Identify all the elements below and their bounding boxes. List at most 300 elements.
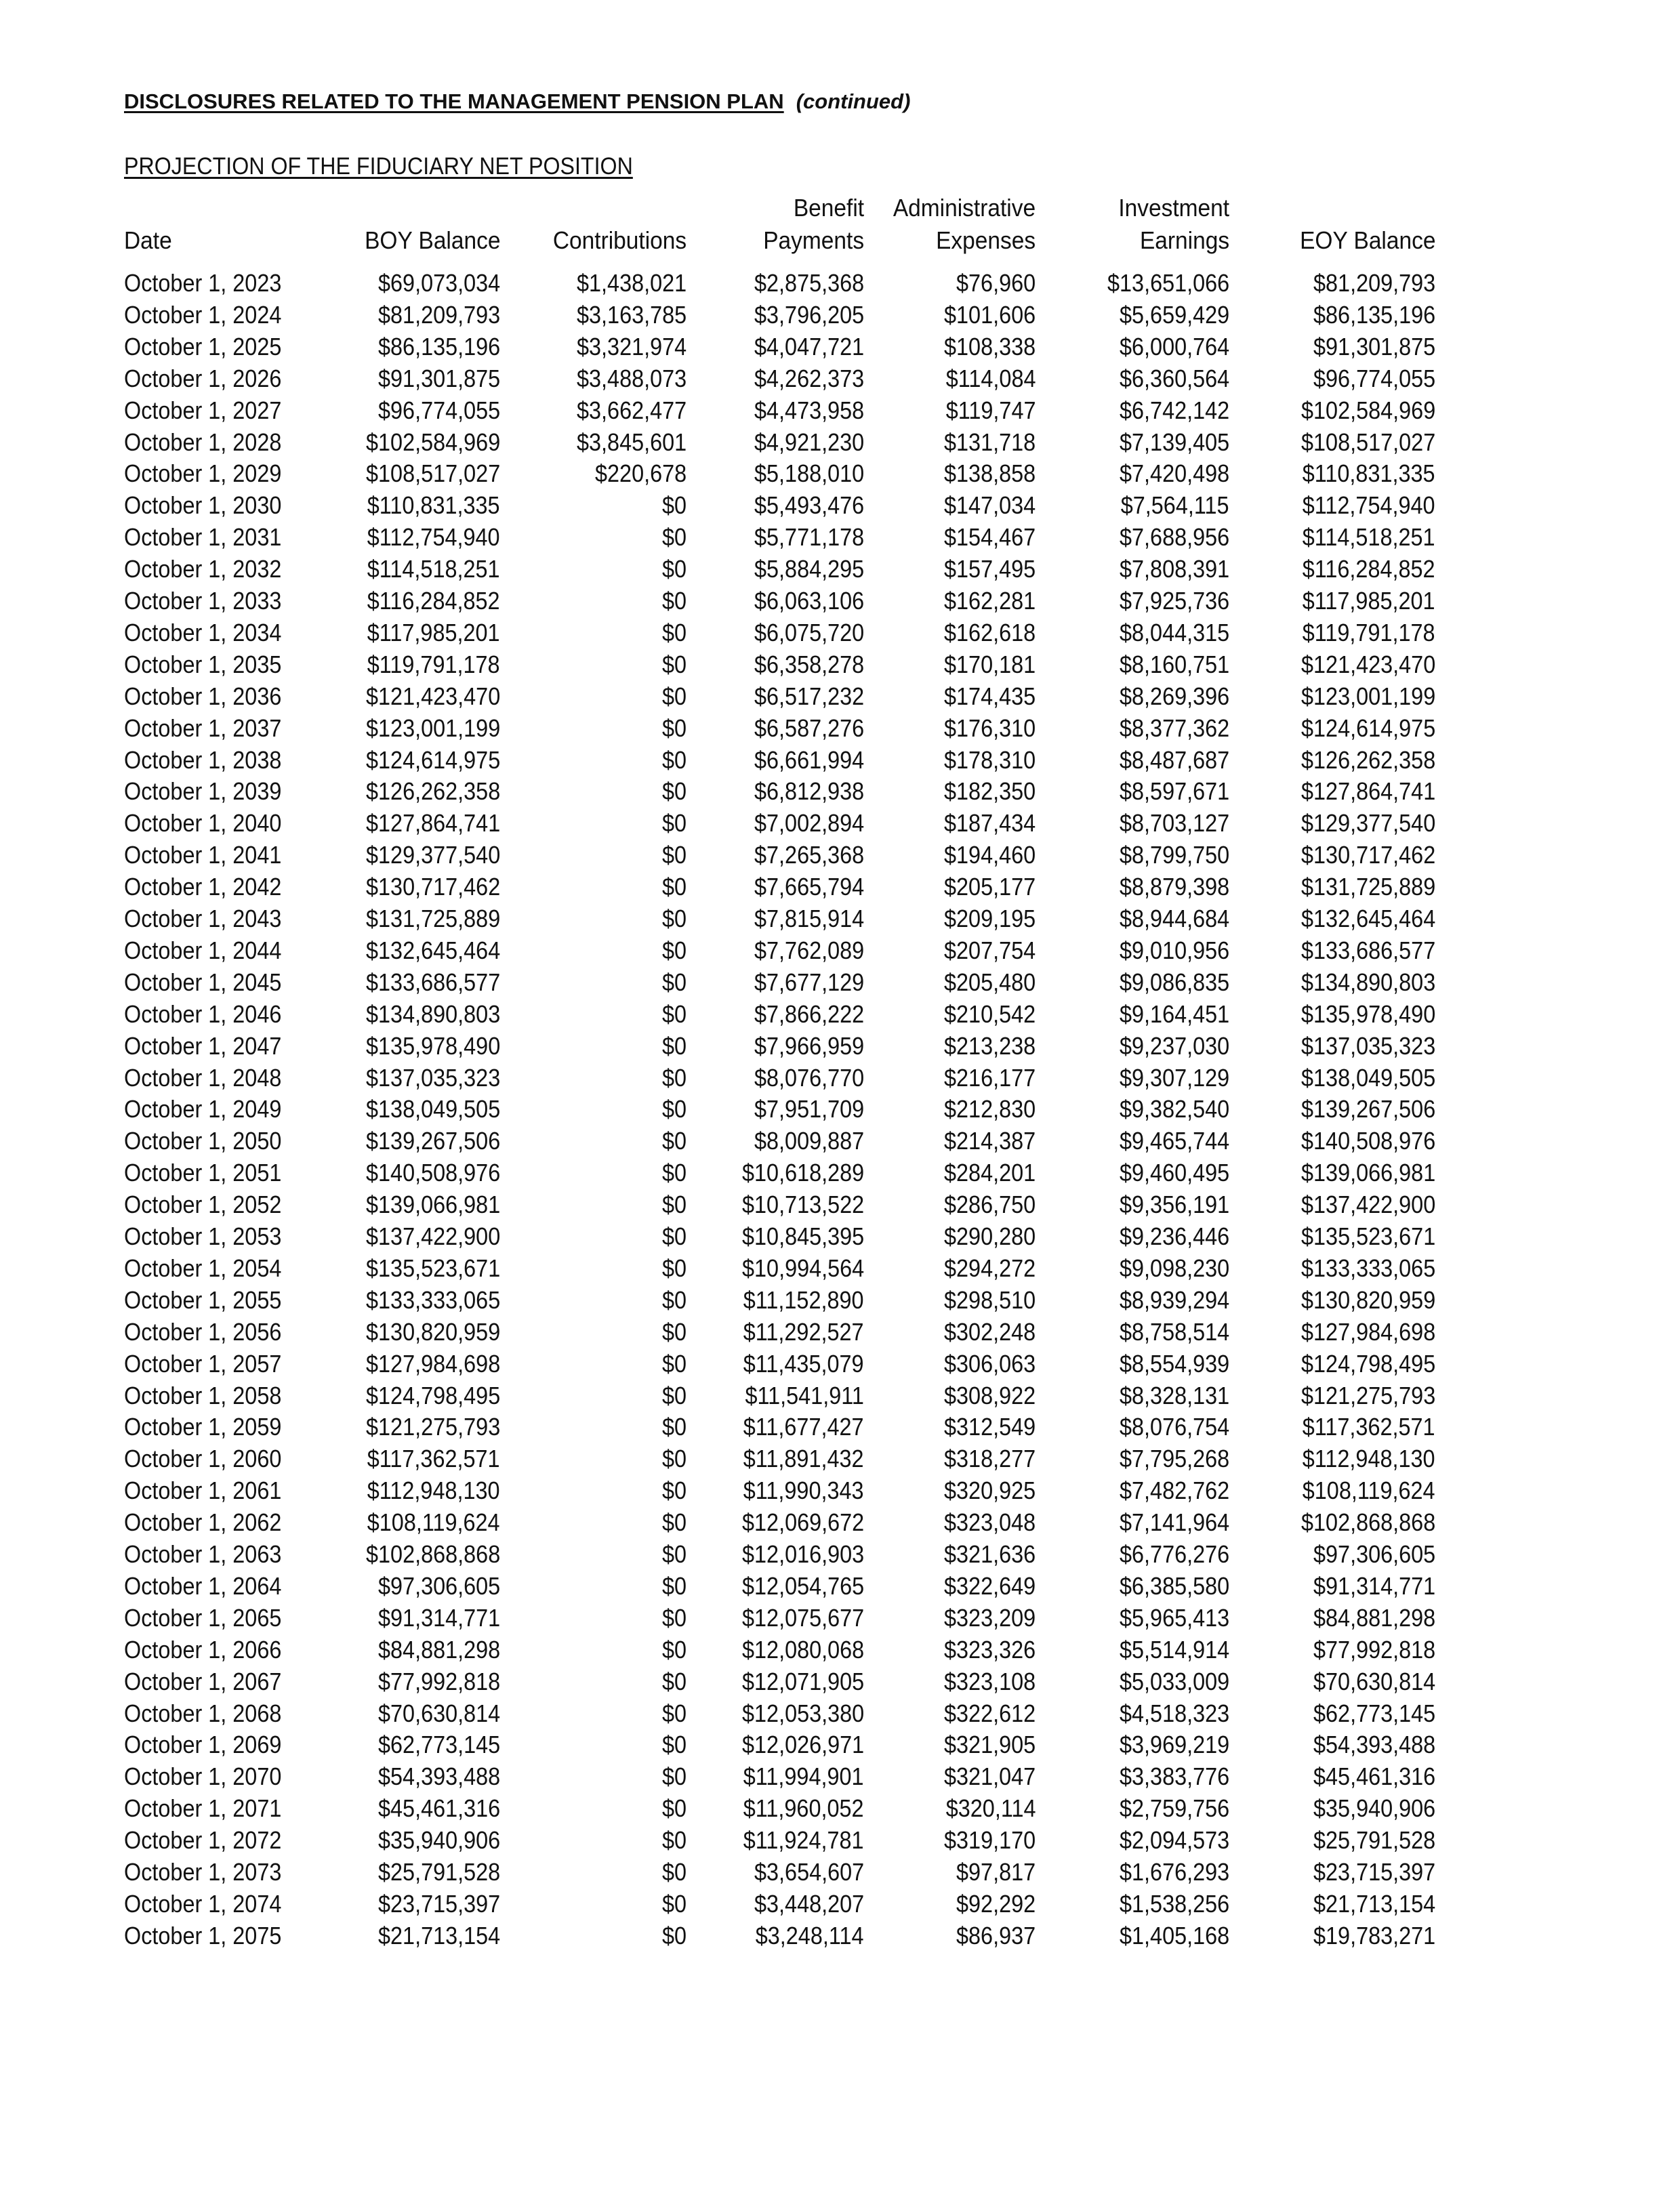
cell-benefit-payments: $11,152,890 (743, 1286, 864, 1314)
cell-administrative-expenses: $205,177 (943, 873, 1036, 901)
cell-benefit-payments: $12,075,677 (741, 1604, 864, 1632)
cell-benefit-payments: $11,960,052 (743, 1794, 864, 1822)
cell-contributions: $0 (661, 1890, 687, 1918)
cell-administrative-expenses: $86,937 (956, 1922, 1036, 1949)
cell-eoy-balance: $133,686,577 (1300, 936, 1435, 964)
cell-contributions: $0 (661, 1572, 687, 1600)
cell-investment-earnings: $6,742,142 (1119, 396, 1229, 424)
cell-investment-earnings: $7,795,268 (1119, 1445, 1229, 1472)
cell-date: October 1, 2057 (124, 1350, 282, 1378)
cell-benefit-payments: $12,071,905 (741, 1668, 864, 1695)
cell-investment-earnings: $9,086,835 (1119, 968, 1229, 996)
cell-administrative-expenses: $290,280 (943, 1222, 1036, 1250)
cell-contributions: $1,438,021 (576, 269, 687, 297)
cell-boy-balance: $140,508,976 (365, 1159, 500, 1186)
cell-investment-earnings: $8,076,754 (1119, 1413, 1229, 1441)
cell-contributions: $0 (661, 1477, 687, 1504)
cell-boy-balance: $137,035,323 (365, 1064, 500, 1092)
cell-contributions: $0 (661, 1731, 687, 1758)
column-header-benefit-payments-line2: Payments (763, 226, 864, 254)
cell-benefit-payments: $11,924,781 (743, 1826, 864, 1854)
cell-investment-earnings: $9,460,495 (1119, 1159, 1229, 1186)
cell-date: October 1, 2075 (124, 1922, 282, 1949)
cell-administrative-expenses: $138,858 (943, 459, 1036, 487)
cell-boy-balance: $131,725,889 (365, 905, 500, 932)
cell-benefit-payments: $3,248,114 (756, 1922, 864, 1949)
cell-date: October 1, 2032 (124, 555, 282, 583)
cell-boy-balance: $124,798,495 (365, 1382, 500, 1409)
cell-investment-earnings: $8,597,671 (1119, 777, 1229, 805)
cell-contributions: $3,321,974 (576, 333, 687, 360)
cell-investment-earnings: $8,944,684 (1119, 905, 1229, 932)
cell-contributions: $0 (661, 1858, 687, 1886)
cell-date: October 1, 2044 (124, 936, 282, 964)
column-header-date-line2: Date (124, 226, 172, 254)
cell-eoy-balance: $137,035,323 (1300, 1032, 1435, 1060)
column-header-eoy-balance-line2: EOY Balance (1299, 226, 1435, 254)
cell-eoy-balance: $112,754,940 (1303, 491, 1435, 519)
cell-investment-earnings: $6,776,276 (1119, 1540, 1229, 1568)
cell-investment-earnings: $8,554,939 (1119, 1350, 1229, 1378)
cell-date: October 1, 2069 (124, 1731, 282, 1758)
cell-investment-earnings: $1,676,293 (1119, 1858, 1229, 1886)
cell-administrative-expenses: $162,281 (943, 587, 1036, 615)
cell-boy-balance: $137,422,900 (365, 1222, 500, 1250)
cell-boy-balance: $110,831,335 (367, 491, 500, 519)
cell-eoy-balance: $131,725,889 (1300, 873, 1435, 901)
cell-administrative-expenses: $320,925 (943, 1477, 1036, 1504)
cell-date: October 1, 2036 (124, 682, 282, 710)
cell-administrative-expenses: $97,817 (956, 1858, 1036, 1886)
cell-contributions: $0 (661, 1032, 687, 1060)
cell-administrative-expenses: $119,747 (945, 396, 1036, 424)
cell-eoy-balance: $130,820,959 (1300, 1286, 1435, 1314)
cell-contributions: $0 (661, 682, 687, 710)
cell-administrative-expenses: $210,542 (943, 1000, 1036, 1028)
cell-administrative-expenses: $320,114 (945, 1794, 1036, 1822)
cell-investment-earnings: $9,382,540 (1119, 1095, 1229, 1123)
cell-benefit-payments: $2,875,368 (754, 269, 864, 297)
cell-benefit-payments: $11,292,527 (743, 1318, 864, 1346)
cell-eoy-balance: $86,135,196 (1313, 301, 1435, 329)
cell-contributions: $0 (661, 1064, 687, 1092)
cell-boy-balance: $139,267,506 (365, 1127, 500, 1155)
cell-administrative-expenses: $194,460 (943, 841, 1036, 869)
cell-boy-balance: $135,978,490 (365, 1032, 500, 1060)
cell-date: October 1, 2031 (124, 523, 282, 551)
cell-eoy-balance: $123,001,199 (1300, 682, 1435, 710)
cell-benefit-payments: $3,654,607 (754, 1858, 864, 1886)
cell-eoy-balance: $23,715,397 (1313, 1858, 1435, 1886)
cell-eoy-balance: $134,890,803 (1300, 968, 1435, 996)
cell-investment-earnings: $8,160,751 (1119, 651, 1229, 678)
cell-benefit-payments: $10,713,522 (741, 1191, 864, 1218)
cell-boy-balance: $127,864,741 (365, 809, 500, 837)
cell-benefit-payments: $11,541,911 (745, 1382, 864, 1409)
cell-eoy-balance: $112,948,130 (1303, 1445, 1435, 1472)
cell-contributions: $3,845,601 (576, 428, 687, 456)
cell-contributions: $0 (661, 1350, 687, 1378)
cell-benefit-payments: $7,866,222 (754, 1000, 864, 1028)
cell-investment-earnings: $7,141,964 (1119, 1508, 1229, 1536)
cell-contributions: $220,678 (594, 459, 687, 487)
cell-contributions: $0 (661, 587, 687, 615)
cell-boy-balance: $70,630,814 (377, 1699, 500, 1727)
column-header-benefit-payments-line1: Benefit (793, 194, 864, 222)
cell-investment-earnings: $9,098,230 (1119, 1254, 1229, 1282)
cell-date: October 1, 2049 (124, 1095, 282, 1123)
cell-date: October 1, 2053 (124, 1222, 282, 1250)
cell-administrative-expenses: $207,754 (943, 936, 1036, 964)
cell-boy-balance: $139,066,981 (365, 1191, 500, 1218)
cell-administrative-expenses: $187,434 (943, 809, 1036, 837)
cell-administrative-expenses: $114,084 (945, 365, 1036, 392)
cell-boy-balance: $123,001,199 (365, 714, 500, 742)
cell-contributions: $0 (661, 1922, 687, 1949)
cell-benefit-payments: $4,921,230 (754, 428, 864, 456)
cell-investment-earnings: $2,759,756 (1119, 1794, 1229, 1822)
cell-investment-earnings: $3,969,219 (1119, 1731, 1229, 1758)
cell-administrative-expenses: $294,272 (943, 1254, 1036, 1282)
cell-investment-earnings: $1,538,256 (1119, 1890, 1229, 1918)
cell-contributions: $0 (661, 1222, 687, 1250)
cell-investment-earnings: $7,139,405 (1119, 428, 1229, 456)
cell-investment-earnings: $9,010,956 (1119, 936, 1229, 964)
cell-eoy-balance: $117,362,571 (1303, 1413, 1435, 1441)
cell-boy-balance: $77,992,818 (377, 1668, 500, 1695)
cell-benefit-payments: $12,080,068 (741, 1636, 864, 1664)
cell-contributions: $0 (661, 1127, 687, 1155)
cell-eoy-balance: $133,333,065 (1300, 1254, 1435, 1282)
column-header-administrative-expenses-line1: Administrative (893, 194, 1036, 222)
cell-administrative-expenses: $298,510 (943, 1286, 1036, 1314)
cell-administrative-expenses: $308,922 (943, 1382, 1036, 1409)
cell-investment-earnings: $9,164,451 (1119, 1000, 1229, 1028)
cell-administrative-expenses: $212,830 (943, 1095, 1036, 1123)
cell-boy-balance: $86,135,196 (377, 333, 500, 360)
cell-boy-balance: $119,791,178 (367, 651, 500, 678)
cell-eoy-balance: $129,377,540 (1300, 809, 1435, 837)
cell-eoy-balance: $77,992,818 (1313, 1636, 1435, 1664)
cell-eoy-balance: $102,584,969 (1300, 396, 1435, 424)
cell-date: October 1, 2033 (124, 587, 282, 615)
cell-eoy-balance: $81,209,793 (1313, 269, 1435, 297)
cell-boy-balance: $116,284,852 (367, 587, 500, 615)
cell-boy-balance: $121,423,470 (365, 682, 500, 710)
cell-eoy-balance: $140,508,976 (1300, 1127, 1435, 1155)
cell-date: October 1, 2064 (124, 1572, 282, 1600)
cell-investment-earnings: $8,044,315 (1119, 619, 1229, 646)
cell-benefit-payments: $12,026,971 (741, 1731, 864, 1758)
cell-contributions: $0 (661, 1191, 687, 1218)
cell-benefit-payments: $11,994,901 (743, 1762, 864, 1790)
cell-investment-earnings: $2,094,573 (1119, 1826, 1229, 1854)
cell-investment-earnings: $13,651,066 (1107, 269, 1229, 297)
cell-administrative-expenses: $154,467 (943, 523, 1036, 551)
cell-investment-earnings: $7,688,956 (1119, 523, 1229, 551)
cell-administrative-expenses: $216,177 (943, 1064, 1036, 1092)
cell-administrative-expenses: $178,310 (943, 746, 1036, 774)
cell-benefit-payments: $8,076,770 (754, 1064, 864, 1092)
cell-administrative-expenses: $92,292 (956, 1890, 1036, 1918)
cell-date: October 1, 2045 (124, 968, 282, 996)
cell-eoy-balance: $91,314,771 (1313, 1572, 1435, 1600)
cell-boy-balance: $54,393,488 (377, 1762, 500, 1790)
cell-date: October 1, 2026 (124, 365, 282, 392)
cell-contributions: $0 (661, 1508, 687, 1536)
cell-contributions: $0 (661, 1413, 687, 1441)
cell-contributions: $0 (661, 1668, 687, 1695)
cell-contributions: $0 (661, 1636, 687, 1664)
cell-investment-earnings: $5,033,009 (1119, 1668, 1229, 1695)
cell-boy-balance: $62,773,145 (377, 1731, 500, 1758)
cell-date: October 1, 2024 (124, 301, 282, 329)
cell-boy-balance: $114,518,251 (367, 555, 500, 583)
cell-date: October 1, 2061 (124, 1477, 282, 1504)
cell-administrative-expenses: $323,326 (943, 1636, 1036, 1664)
cell-administrative-expenses: $131,718 (943, 428, 1036, 456)
cell-date: October 1, 2023 (124, 269, 282, 297)
cell-date: October 1, 2038 (124, 746, 282, 774)
cell-benefit-payments: $7,002,894 (754, 809, 864, 837)
table-subheading: PROJECTION OF THE FIDUCIARY NET POSITION (124, 153, 633, 180)
cell-benefit-payments: $11,891,432 (743, 1445, 864, 1472)
cell-date: October 1, 2073 (124, 1858, 282, 1886)
cell-contributions: $0 (661, 1286, 687, 1314)
cell-benefit-payments: $10,994,564 (741, 1254, 864, 1282)
cell-administrative-expenses: $76,960 (956, 269, 1036, 297)
cell-contributions: $0 (661, 1794, 687, 1822)
cell-eoy-balance: $35,940,906 (1313, 1794, 1435, 1822)
cell-benefit-payments: $12,053,380 (741, 1699, 864, 1727)
cell-boy-balance: $134,890,803 (365, 1000, 500, 1028)
cell-benefit-payments: $4,262,373 (754, 365, 864, 392)
cell-contributions: $3,488,073 (576, 365, 687, 392)
cell-eoy-balance: $108,517,027 (1300, 428, 1435, 456)
cell-date: October 1, 2042 (124, 873, 282, 901)
cell-date: October 1, 2071 (124, 1794, 282, 1822)
cell-eoy-balance: $135,523,671 (1300, 1222, 1435, 1250)
cell-boy-balance: $117,985,201 (367, 619, 500, 646)
cell-benefit-payments: $6,063,106 (754, 587, 864, 615)
cell-eoy-balance: $117,985,201 (1303, 587, 1435, 615)
cell-eoy-balance: $110,831,335 (1303, 459, 1435, 487)
cell-contributions: $0 (661, 1159, 687, 1186)
cell-administrative-expenses: $306,063 (943, 1350, 1036, 1378)
cell-administrative-expenses: $321,636 (943, 1540, 1036, 1568)
cell-benefit-payments: $6,587,276 (754, 714, 864, 742)
cell-boy-balance: $133,333,065 (365, 1286, 500, 1314)
cell-benefit-payments: $5,771,178 (754, 523, 864, 551)
cell-contributions: $0 (661, 651, 687, 678)
cell-benefit-payments: $6,517,232 (754, 682, 864, 710)
cell-contributions: $0 (661, 1699, 687, 1727)
cell-eoy-balance: $119,791,178 (1303, 619, 1435, 646)
cell-boy-balance: $133,686,577 (365, 968, 500, 996)
cell-contributions: $0 (661, 714, 687, 742)
cell-boy-balance: $102,584,969 (365, 428, 500, 456)
cell-administrative-expenses: $174,435 (943, 682, 1036, 710)
cell-benefit-payments: $11,990,343 (743, 1477, 864, 1504)
cell-benefit-payments: $5,884,295 (754, 555, 864, 583)
cell-boy-balance: $25,791,528 (377, 1858, 500, 1886)
cell-boy-balance: $129,377,540 (365, 841, 500, 869)
cell-administrative-expenses: $323,209 (943, 1604, 1036, 1632)
cell-date: October 1, 2029 (124, 459, 282, 487)
cell-contributions: $0 (661, 1762, 687, 1790)
cell-administrative-expenses: $162,618 (943, 619, 1036, 646)
cell-boy-balance: $132,645,464 (365, 936, 500, 964)
document-heading (124, 89, 910, 114)
cell-investment-earnings: $6,360,564 (1119, 365, 1229, 392)
cell-boy-balance: $102,868,868 (365, 1540, 500, 1568)
cell-date: October 1, 2056 (124, 1318, 282, 1346)
cell-contributions: $0 (661, 491, 687, 519)
cell-eoy-balance: $91,301,875 (1313, 333, 1435, 360)
cell-date: October 1, 2051 (124, 1159, 282, 1186)
column-header-contributions-line2: Contributions (552, 226, 687, 254)
cell-investment-earnings: $8,487,687 (1119, 746, 1229, 774)
cell-benefit-payments: $6,661,994 (754, 746, 864, 774)
cell-benefit-payments: $6,812,938 (754, 777, 864, 805)
cell-investment-earnings: $7,420,498 (1119, 459, 1229, 487)
cell-benefit-payments: $6,075,720 (754, 619, 864, 646)
cell-administrative-expenses: $312,549 (943, 1413, 1036, 1441)
cell-contributions: $0 (661, 1382, 687, 1409)
cell-eoy-balance: $62,773,145 (1313, 1699, 1435, 1727)
cell-administrative-expenses: $286,750 (943, 1191, 1036, 1218)
cell-eoy-balance: $137,422,900 (1300, 1191, 1435, 1218)
cell-boy-balance: $91,314,771 (377, 1604, 500, 1632)
cell-investment-earnings: $9,236,446 (1119, 1222, 1229, 1250)
cell-boy-balance: $124,614,975 (365, 746, 500, 774)
cell-contributions: $0 (661, 841, 687, 869)
cell-eoy-balance: $54,393,488 (1313, 1731, 1435, 1758)
cell-date: October 1, 2034 (124, 619, 282, 646)
cell-date: October 1, 2065 (124, 1604, 282, 1632)
cell-contributions: $0 (661, 936, 687, 964)
cell-eoy-balance: $45,461,316 (1313, 1762, 1435, 1790)
cell-date: October 1, 2066 (124, 1636, 282, 1664)
cell-benefit-payments: $5,493,476 (754, 491, 864, 519)
cell-eoy-balance: $130,717,462 (1300, 841, 1435, 869)
cell-date: October 1, 2068 (124, 1699, 282, 1727)
cell-benefit-payments: $3,448,207 (754, 1890, 864, 1918)
cell-boy-balance: $97,306,605 (377, 1572, 500, 1600)
column-header-administrative-expenses-line2: Expenses (935, 226, 1036, 254)
cell-date: October 1, 2030 (124, 491, 282, 519)
cell-benefit-payments: $12,054,765 (741, 1572, 864, 1600)
cell-investment-earnings: $9,465,744 (1119, 1127, 1229, 1155)
cell-administrative-expenses: $322,649 (943, 1572, 1036, 1600)
cell-eoy-balance: $25,791,528 (1313, 1826, 1435, 1854)
cell-administrative-expenses: $147,034 (943, 491, 1036, 519)
cell-contributions: $0 (661, 555, 687, 583)
cell-boy-balance: $117,362,571 (367, 1445, 500, 1472)
cell-investment-earnings: $5,965,413 (1119, 1604, 1229, 1632)
cell-contributions: $0 (661, 1000, 687, 1028)
column-header-investment-earnings-line2: Earnings (1139, 226, 1229, 254)
cell-administrative-expenses: $209,195 (943, 905, 1036, 932)
cell-date: October 1, 2050 (124, 1127, 282, 1155)
cell-contributions: $0 (661, 1254, 687, 1282)
cell-investment-earnings: $7,925,736 (1119, 587, 1229, 615)
cell-investment-earnings: $7,482,762 (1119, 1477, 1229, 1504)
cell-boy-balance: $84,881,298 (377, 1636, 500, 1664)
cell-eoy-balance: $138,049,505 (1300, 1064, 1435, 1092)
cell-administrative-expenses: $213,238 (943, 1032, 1036, 1060)
cell-administrative-expenses: $318,277 (943, 1445, 1036, 1472)
cell-boy-balance: $81,209,793 (377, 301, 500, 329)
cell-date: October 1, 2067 (124, 1668, 282, 1695)
cell-date: October 1, 2025 (124, 333, 282, 360)
cell-benefit-payments: $7,665,794 (754, 873, 864, 901)
cell-administrative-expenses: $322,612 (943, 1699, 1036, 1727)
cell-boy-balance: $130,717,462 (365, 873, 500, 901)
cell-investment-earnings: $7,564,115 (1121, 491, 1229, 519)
cell-date: October 1, 2060 (124, 1445, 282, 1472)
cell-date: October 1, 2058 (124, 1382, 282, 1409)
cell-benefit-payments: $12,016,903 (741, 1540, 864, 1568)
cell-boy-balance: $112,948,130 (367, 1477, 500, 1504)
cell-investment-earnings: $8,758,514 (1119, 1318, 1229, 1346)
cell-benefit-payments: $4,047,721 (754, 333, 864, 360)
cell-benefit-payments: $10,845,395 (741, 1222, 864, 1250)
cell-benefit-payments: $7,265,368 (754, 841, 864, 869)
cell-investment-earnings: $8,269,396 (1119, 682, 1229, 710)
cell-boy-balance: $91,301,875 (377, 365, 500, 392)
cell-boy-balance: $130,820,959 (365, 1318, 500, 1346)
cell-investment-earnings: $6,385,580 (1119, 1572, 1229, 1600)
cell-date: October 1, 2070 (124, 1762, 282, 1790)
cell-eoy-balance: $135,978,490 (1300, 1000, 1435, 1028)
cell-benefit-payments: $7,762,089 (754, 936, 864, 964)
cell-eoy-balance: $124,798,495 (1300, 1350, 1435, 1378)
cell-benefit-payments: $3,796,205 (754, 301, 864, 329)
cell-eoy-balance: $126,262,358 (1300, 746, 1435, 774)
cell-investment-earnings: $1,405,168 (1119, 1922, 1229, 1949)
heading-continued: (continued) (796, 89, 911, 113)
cell-boy-balance: $121,275,793 (365, 1413, 500, 1441)
cell-contributions: $3,163,785 (576, 301, 687, 329)
cell-administrative-expenses: $302,248 (943, 1318, 1036, 1346)
cell-benefit-payments: $6,358,278 (754, 651, 864, 678)
cell-investment-earnings: $3,383,776 (1119, 1762, 1229, 1790)
cell-date: October 1, 2040 (124, 809, 282, 837)
cell-administrative-expenses: $323,048 (943, 1508, 1036, 1536)
cell-date: October 1, 2046 (124, 1000, 282, 1028)
cell-eoy-balance: $21,713,154 (1313, 1890, 1435, 1918)
cell-administrative-expenses: $323,108 (943, 1668, 1036, 1695)
cell-eoy-balance: $121,275,793 (1300, 1382, 1435, 1409)
cell-investment-earnings: $8,377,362 (1119, 714, 1229, 742)
cell-contributions: $0 (661, 523, 687, 551)
cell-eoy-balance: $139,066,981 (1300, 1159, 1435, 1186)
cell-benefit-payments: $8,009,887 (754, 1127, 864, 1155)
cell-investment-earnings: $8,879,398 (1119, 873, 1229, 901)
cell-eoy-balance: $121,423,470 (1300, 651, 1435, 678)
cell-investment-earnings: $6,000,764 (1119, 333, 1229, 360)
cell-boy-balance: $23,715,397 (377, 1890, 500, 1918)
cell-eoy-balance: $84,881,298 (1313, 1604, 1435, 1632)
cell-investment-earnings: $8,703,127 (1119, 809, 1229, 837)
cell-contributions: $0 (661, 1540, 687, 1568)
cell-benefit-payments: $10,618,289 (741, 1159, 864, 1186)
cell-eoy-balance: $96,774,055 (1313, 365, 1435, 392)
cell-eoy-balance: $108,119,624 (1303, 1477, 1435, 1504)
cell-investment-earnings: $5,514,914 (1119, 1636, 1229, 1664)
cell-administrative-expenses: $176,310 (943, 714, 1036, 742)
